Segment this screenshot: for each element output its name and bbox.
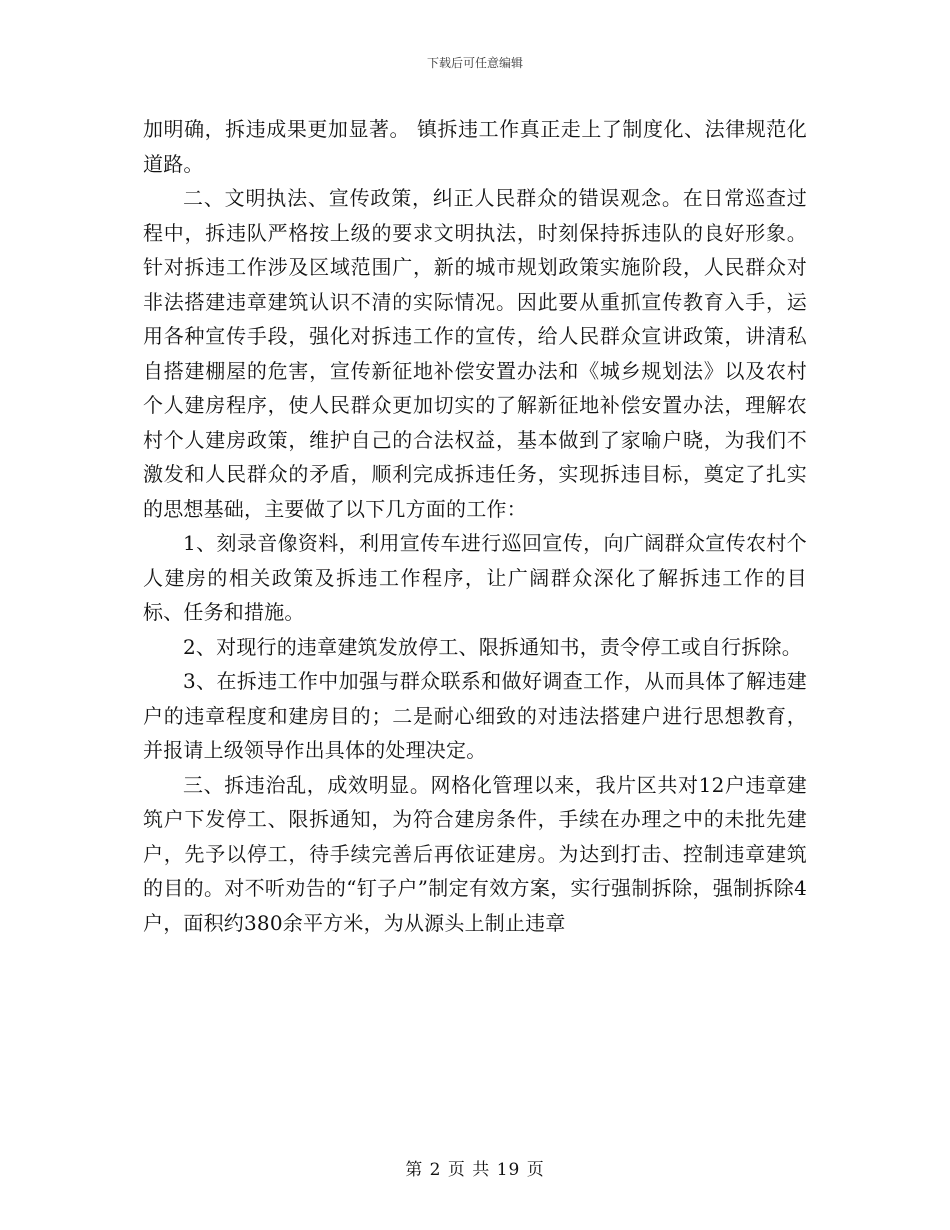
paragraph-5: 3、在拆违工作中加强与群众联系和做好调查工作，从而具体了解违建户的违章程度和建房目的；二是耐心细致的对违法搭建户进行思想教育，并报请上级领导作出具体的处理决定。 [143,669,807,762]
paragraph-3: 1、刻录音像资料，利用宣传车进行巡回宣传，向广阔群众宣传农村个人建房的相关政策及拆违工作程序，让广阔群众深化了解拆违工作的目标、任务和措施。 [143,531,807,624]
paragraph-6: 三、拆违治乱，成效明显。网格化管理以来，我片区共对12户违章建筑户下发停工、限拆通知，为符合建房条件，手续在办理之中的未批先建户，先予以停工，待手续完善后再依证建房。为达到打击、控制违章建筑的目的。对不听劝告的“钉子户”制定有效方案，实行强制拆除，强制拆除4户，面积约380余平方米，为从源头上制止违章 [143,772,807,935]
paragraph-1: 加明确，拆违成果更加显著。 镇拆违工作真正走上了制度化、法律规范化道路。 [143,117,807,176]
paragraph-2: 二、文明执法、宣传政策，纠正人民群众的错误观念。在日常巡查过程中，拆违队严格按上级的要求文明执法，时刻保持拆违队的良好形象。针对拆违工作涉及区域范围广，新的城市规划政策实施阶段，人民群众对非法搭建违章建筑认识不清的实际情况。因此要从重抓宣传教育入手，运用各种宣传手段，强化对拆违工作的宣传，给人民群众宣讲政策，讲清私自搭建棚屋的危害，宣传新征地补偿安置办法和《城乡规划法》以及农村个人建房程序，使人民群众更加切实的了解新征地补偿安置办法，理解农村个人建房政策，维护自己的合法权益，基本做到了家喻户晓，为我们不激发和人民群众的矛盾，顺利完成拆违任务，实现拆违目标，奠定了扎实的思想基础，主要做了以下几方面的工作： [143,186,807,521]
paragraph-4: 2、对现行的违章建筑发放停工、限拆通知书，责令停工或自行拆除。 [183,634,802,659]
page-number: 第 2 页 共 19 页 [405,1160,545,1180]
page-header: 下载后可任意编辑 [426,56,523,70]
document-body [143,112,807,940]
